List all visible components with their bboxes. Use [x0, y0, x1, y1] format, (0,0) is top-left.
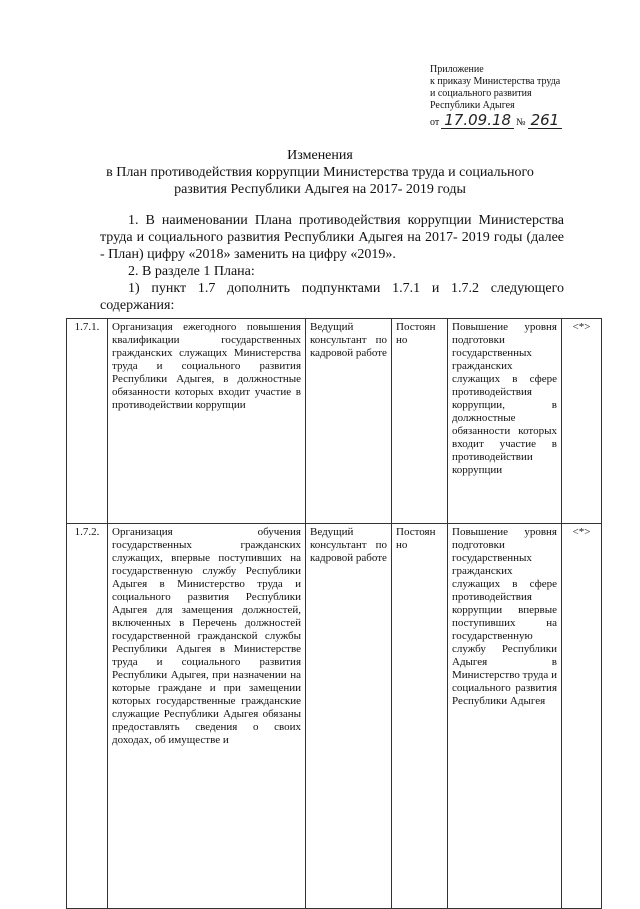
item-result: Повышение уровня подготовки государственных гражданских служащих в сфере противодействия коррупции впервые поступивших на государственную службу Республики Адыгея в Министерство труда и социального развития Республики Адыгея [448, 524, 562, 909]
item-note: <*> [562, 319, 602, 524]
annex-date-number [430, 113, 610, 129]
item-action: Организация ежегодного повышения квалификации государственных гражданских служащих Министерства труда и социального развития Республики Адыгея, в должностные обязанности которых входит участие в противодействии коррупции [108, 319, 306, 524]
table-row [67, 319, 602, 524]
handwritten-date: 17.09.18 [441, 113, 514, 129]
paragraph-2: 2. В разделе 1 Плана: [128, 264, 255, 279]
handwritten-number: 261 [528, 113, 563, 129]
title-line-3: развития Республики Адыгея на 2017- 2019 годы [174, 182, 466, 197]
item-term: Постоян но [392, 319, 448, 524]
annex-block [430, 64, 610, 129]
annex-line-2: к приказу Министерства труда [430, 76, 561, 87]
item-number: 1.7.1. [67, 319, 108, 524]
paragraph-3-continued: содержания: [100, 298, 175, 313]
item-responsible: Ведущий консультант по кадровой работе [306, 319, 392, 524]
item-number: 1.7.2. [67, 524, 108, 909]
item-note: <*> [562, 524, 602, 909]
number-prefix: № [516, 117, 526, 128]
item-action: Организация обучения государственных гражданских служащих, впервые поступивших на государственную службу Республики Адыгея в Министерство труда и социального развития Республики Адыгея для замещения должностей, включенных в Перечень должностей государственной гражданской службы Республики Адыгея в Министерстве труда и социального развития Республики Адыгея, при назначении на которые граждане и при замещении которых государственные гражданские служащие Республики Адыгея обязаны предоставлять сведения о своих доходах, об имуществе и [108, 524, 306, 909]
paragraph-3: 1) пункт 1.7 дополнить подпунктами 1.7.1 и 1.7.2 следующего [128, 281, 564, 296]
plan-table [66, 318, 602, 909]
item-responsible: Ведущий консультант по кадровой работе [306, 524, 392, 909]
title-line-2: в План противодействия коррупции Министерства труда и социального [106, 165, 534, 180]
paragraph-1: 1. В наименовании Плана противодействия коррупции Министерства труда и социального развития Республики Адыгея на 2017- 2019 годы (далее - План) цифру «2018» заменить на цифру «2019». [100, 213, 564, 262]
annex-line-4: Республики Адыгея [430, 100, 515, 111]
title-line-1: Изменения [287, 148, 353, 163]
annex-line-1: Приложение [430, 64, 484, 75]
table-row [67, 524, 602, 909]
date-prefix: от [430, 117, 440, 128]
item-term: Постоян но [392, 524, 448, 909]
document-title [60, 147, 580, 198]
item-result: Повышение уровня подготовки государственных гражданских служащих в сфере противодействия коррупции, в должностные обязанности которых входит участие в противодействии коррупции [448, 319, 562, 524]
annex-line-3: и социального развития [430, 88, 532, 99]
